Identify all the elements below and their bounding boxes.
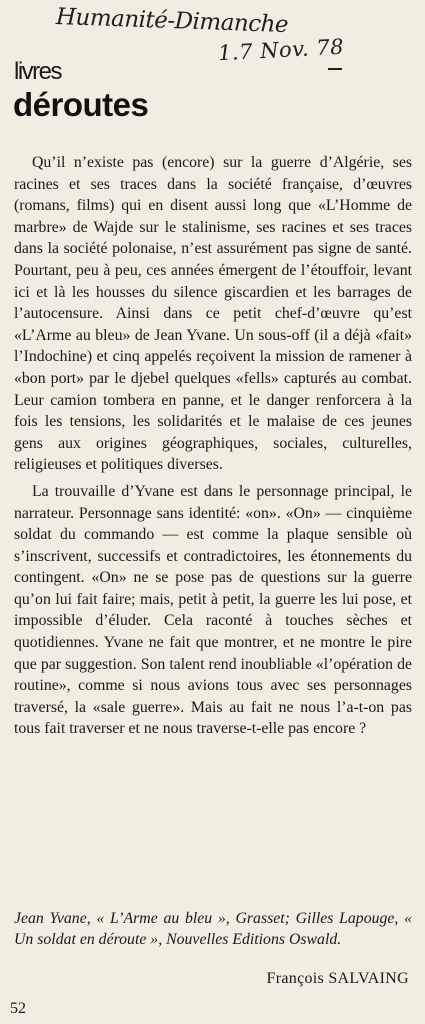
handwritten-annotation [56,2,356,70]
author-signature: François SALVAING [266,970,409,987]
article-title: déroutes [13,86,149,123]
article-paragraph-2: La trouvaille d’Yvane est dans le personnage principal, le narrateur. Personnage sans identité: «on». «On» — cinquième soldat du commando — est comme la plaque sensible où s’inscrivent, successifs et contradictoires, les étonnements du contingent. «On» ne se pose pas de questions sur la guerre qu’on lui fait faire; mais, petit à petit, la guerre les lui pose, et impossible d’éluder. Cela raconté à touches sèches et quotidiennes. Yvane ne fait que montrer, et ne montre le pire que par suggestion. Son talent rend inoubliable «l’opération de routine», comme si nous avions tous avec ses personnages traversé, la «sale guerre». Mais au fait ne nous l’a-t-on pas tous fait traverser et ne nous traverse-t-elle pas encore ? [14,482,412,738]
article-body [14,152,412,740]
handwritten-publication: Humanité-Dimanche [55,4,289,39]
handwritten-date: 1.7 Nov. 78 [217,34,345,66]
section-label: livres [14,58,62,85]
page-number: 52 [10,1000,26,1017]
handwritten-underline [328,68,342,70]
article-paragraph-1: Qu’il n’existe pas (encore) sur la guerre d’Algérie, ses racines et ses traces dans la société française, d’œuvres (romans, films) qui en disent aussi long que «L’Homme de marbre» de Wajde sur le stalinisme, ses racines et ses traces dans la société polonaise, n’est assurément pas signe de santé. Pourtant, peu à peu, ces années émergent de l’étouffoir, levant ici et là les housses du silence giscardien et les barrages de l’autocensure. Ainsi dans ce petit chef-d’œuvre qu’est «L’Arme au bleu» de Jean Yvane. Un sous-off (il a déjà «fait» l’Indochine) et cinq appelés reçoivent la mission de ramener à «bon port» par le djebel quelques «fells» capturés au combat. Leur camion tombera en panne, et le danger renforcera à la fois les tensions, les solidarités et le malaise de ces jeunes gens aux origines géographiques, sociales, culturelles, religieuses et politiques diverses. [14,154,412,474]
book-references: Jean Yvane, « L’Arme au bleu », Grasset; Gilles Lapouge, « Un soldat en déroute », Nouvelles Editions Oswald. [14,910,412,948]
